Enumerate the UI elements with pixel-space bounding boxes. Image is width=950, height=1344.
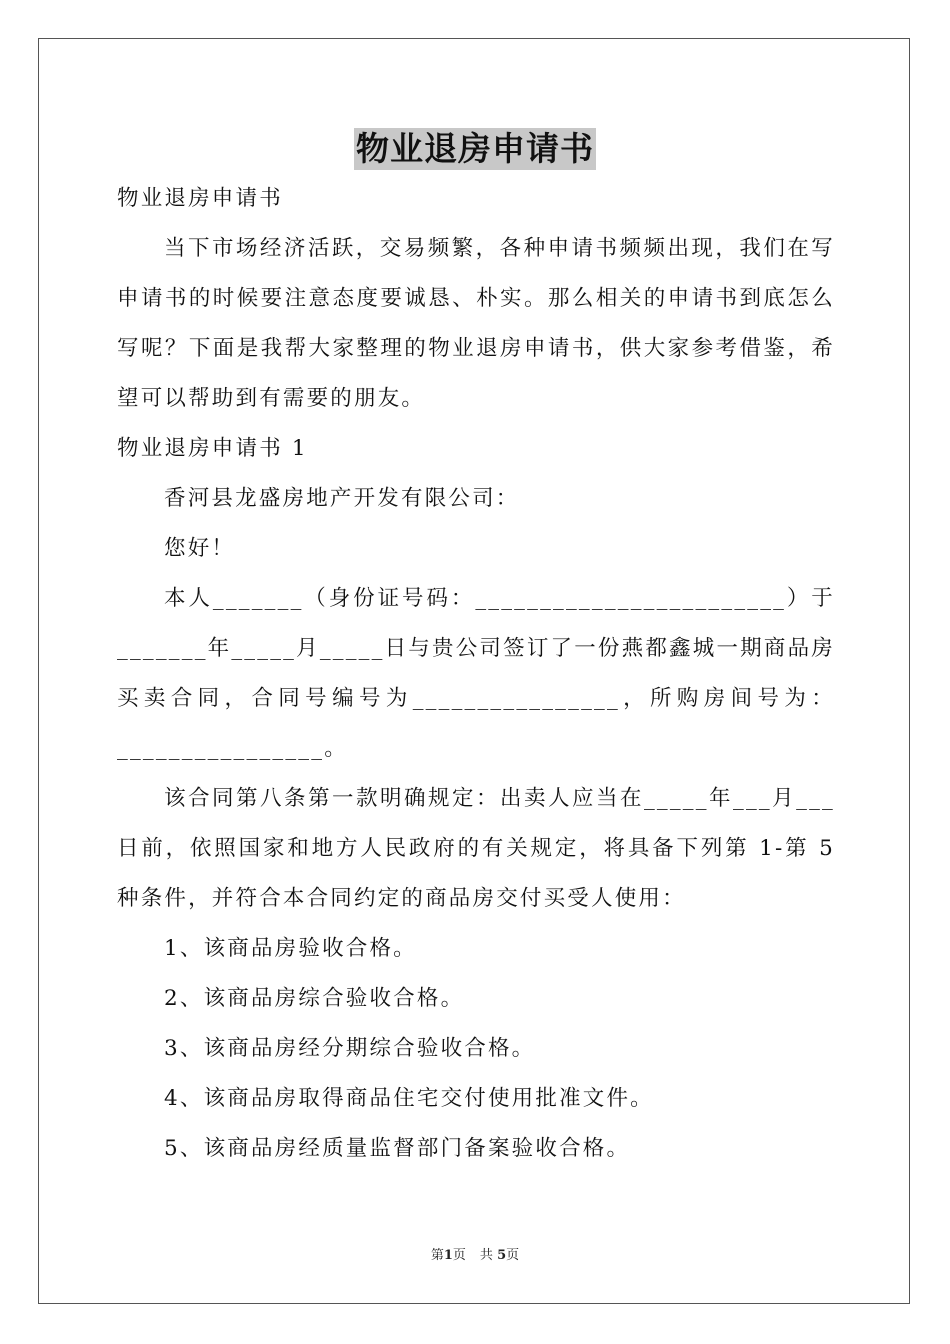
intro-paragraph: 当下市场经济活跃，交易频繁，各种申请书频频出现，我们在写申请书的时候要注意态度要诚恳、朴实。那么相关的申请书到底怎么写呢？下面是我帮大家整理的物业退房申请书，供大家参考借鉴，希望可以帮助到有需要的朋友。	[117, 236, 835, 411]
list-item: 3、该商品房经分期综合验收合格。	[164, 1036, 536, 1061]
recipient-line: 香河县龙盛房地产开发有限公司：	[164, 486, 520, 511]
greeting-line: 您好！	[164, 536, 236, 561]
page-footer	[0, 1247, 950, 1265]
body-subtitle: 物业退房申请书	[117, 186, 283, 211]
total-page-number: 5	[497, 1248, 507, 1263]
total-suffix: 页	[506, 1248, 520, 1263]
document-title-text: 物业退房申请书	[356, 129, 594, 168]
page-suffix: 页	[452, 1248, 466, 1263]
list-item: 4、该商品房取得商品住宅交付使用批准文件。	[164, 1086, 654, 1111]
current-page-number: 1	[443, 1248, 453, 1263]
list-item: 2、该商品房综合验收合格。	[164, 986, 465, 1011]
list-item: 1、该商品房验收合格。	[164, 936, 417, 961]
total-prefix: 共	[479, 1248, 493, 1263]
section-heading: 物业退房申请书 1	[117, 436, 308, 461]
clause-paragraph: 该合同第八条第一款明确规定：出卖人应当在_____年___月___日前，依照国家和地方人民政府的有关规定，将具备下列第 1-第 5 种条件，并符合本合同约定的商品房交付买受人使用：	[117, 786, 835, 911]
document-body	[117, 174, 835, 1174]
document-title	[0, 128, 950, 170]
page-prefix: 第	[430, 1248, 444, 1263]
contract-paragraph: 本人_______（身份证号码：________________________）于_______年_____月_____日与贵公司签订了一份燕都鑫城一期商品房买卖合同，合同号编号为________________，所购房间号为：________________。	[117, 586, 835, 761]
list-item: 5、该商品房经质量监督部门备案验收合格。	[164, 1136, 631, 1161]
